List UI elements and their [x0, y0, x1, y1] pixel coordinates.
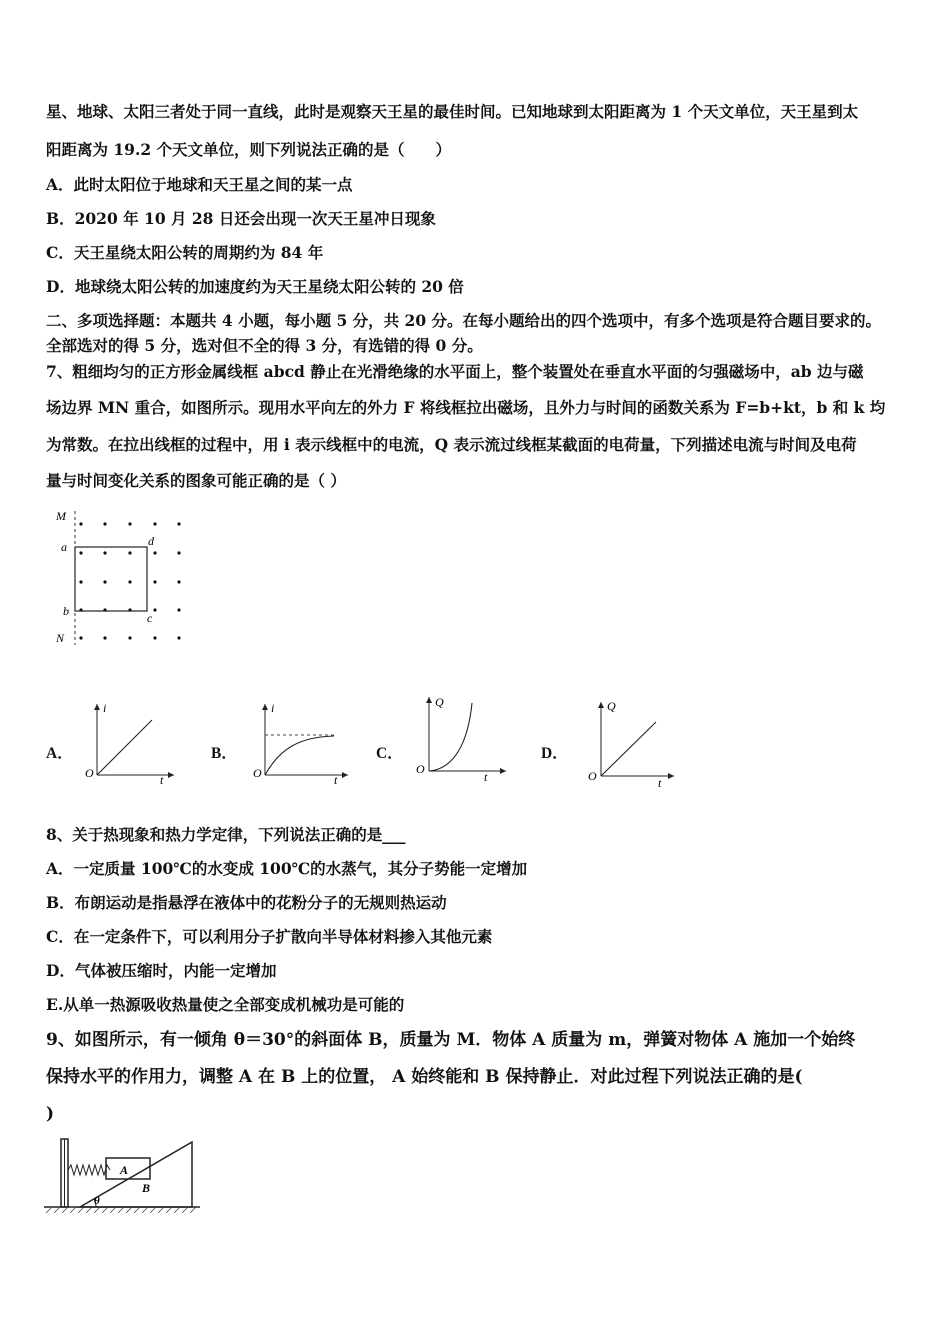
q8-stem: 8、关于热现象和热力学定律，下列说法正确的是___ [46, 825, 406, 844]
field-dots [79, 522, 180, 639]
svg-text:O: O [253, 766, 262, 780]
q7-graph-a [82, 700, 182, 785]
q7-graph-b [250, 700, 355, 785]
svg-text:t: t [484, 770, 488, 783]
svg-text:t: t [658, 776, 662, 788]
q7-option-c-label: C． [376, 745, 403, 762]
q9-line1: 9、如图所示，有一倾角 θ＝30°的斜面体 B，质量为 M．物体 A 质量为 m，弹簧对物体 A 施加一个始终 [46, 1030, 856, 1050]
q9-incline-figure [44, 1134, 204, 1214]
q9-line3: ) [46, 1104, 55, 1124]
q7-graph-c [414, 693, 514, 783]
q8-option-e: E.从单一热源吸收热量使之全部变成机械功是可能的 [46, 995, 405, 1014]
svg-text:t: t [334, 773, 338, 785]
q7-line1: 7、粗细均匀的正方形金属线框 abcd 静止在光滑绝缘的水平面上，整个装置处在垂直水平面的匀强磁场中，ab 边与磁 [46, 362, 864, 381]
q6-option-b: B．2020 年 10 月 28 日还会出现一次天王星冲日现象 [46, 209, 436, 228]
q8-option-b: B．布朗运动是指悬浮在液体中的花粉分子的无规则热运动 [46, 893, 447, 912]
label-incline-b: B [142, 1181, 151, 1195]
section2-line2: 全部选对的得 5 分，选对但不全的得 3 分，有选错的得 0 分。 [46, 336, 483, 355]
section2-line1: 二、多项选择题：本题共 4 小题，每小题 5 分，共 20 分。在每小题给出的四个选项中，有多个选项是符合题目要求的。 [46, 311, 882, 330]
label-n: N [56, 631, 65, 645]
q6-option-d: D．地球绕太阳公转的加速度约为天王星绕太阳公转的 20 倍 [46, 277, 464, 296]
graph-b-curve [265, 736, 334, 775]
q7-line4: 量与时间变化关系的图象可能正确的是（ ） [46, 471, 346, 490]
svg-text:O: O [85, 766, 94, 780]
q7-field-figure [46, 505, 196, 650]
q7-line3: 为常数。在拉出线框的过程中，用 i 表示线框中的电流，Q 表示流过线框某截面的电荷量，下列描述电流与时间及电荷 [46, 435, 857, 454]
q8-option-c: C．在一定条件下，可以利用分子扩散向半导体材料掺入其他元素 [46, 927, 493, 946]
q6-line1: 星、地球、太阳三者处于同一直线，此时是观察天王星的最佳时间。已知地球到太阳距离为 1 个天文单位，天王星到太 [46, 102, 859, 121]
label-m: M [56, 509, 66, 523]
svg-text:O: O [416, 762, 425, 776]
graph-a-curve [97, 720, 152, 775]
label-block-a: A [120, 1163, 129, 1177]
q7-option-b-label: B． [211, 745, 237, 762]
label-a: a [61, 540, 67, 554]
label-c: c [147, 611, 153, 625]
q6-option-a: A．此时太阳位于地球和天王星之间的某一点 [46, 175, 353, 194]
q7-graph-d [586, 698, 681, 788]
svg-text:Q: Q [607, 699, 616, 713]
svg-text:O: O [588, 769, 597, 783]
q8-option-d: D．气体被压缩时，内能一定增加 [46, 961, 277, 980]
q8-option-a: A．一定质量 100℃的水变成 100℃的水蒸气，其分子势能一定增加 [46, 859, 528, 878]
square-frame [75, 547, 147, 611]
svg-text:i: i [271, 701, 275, 715]
q7-option-a-label: A． [46, 745, 73, 762]
label-theta: θ [94, 1195, 100, 1207]
spring [68, 1165, 110, 1175]
q6-line2: 阳距离为 19.2 个天文单位，则下列说法正确的是（ ） [46, 140, 452, 159]
svg-text:t: t [160, 773, 164, 785]
label-d: d [148, 534, 154, 548]
q7-option-d-label: D． [541, 745, 568, 762]
q6-option-c: C．天王星绕太阳公转的周期约为 84 年 [46, 243, 324, 262]
q7-line2: 场边界 MN 重合，如图所示。现用水平向左的外力 F 将线框拉出磁场，且外力与时间的函数关系为 F=b+kt，b 和 k 均 [46, 398, 886, 417]
graph-d-curve [601, 722, 656, 776]
svg-text:i: i [103, 701, 107, 715]
svg-text:Q: Q [435, 695, 444, 709]
label-b: b [63, 604, 69, 618]
q9-line2: 保持水平的作用力，调整 A 在 B 上的位置， A 始终能和 B 保持静止．对此过程下列说法正确的是( [46, 1067, 803, 1087]
graph-c-curve [429, 703, 472, 771]
